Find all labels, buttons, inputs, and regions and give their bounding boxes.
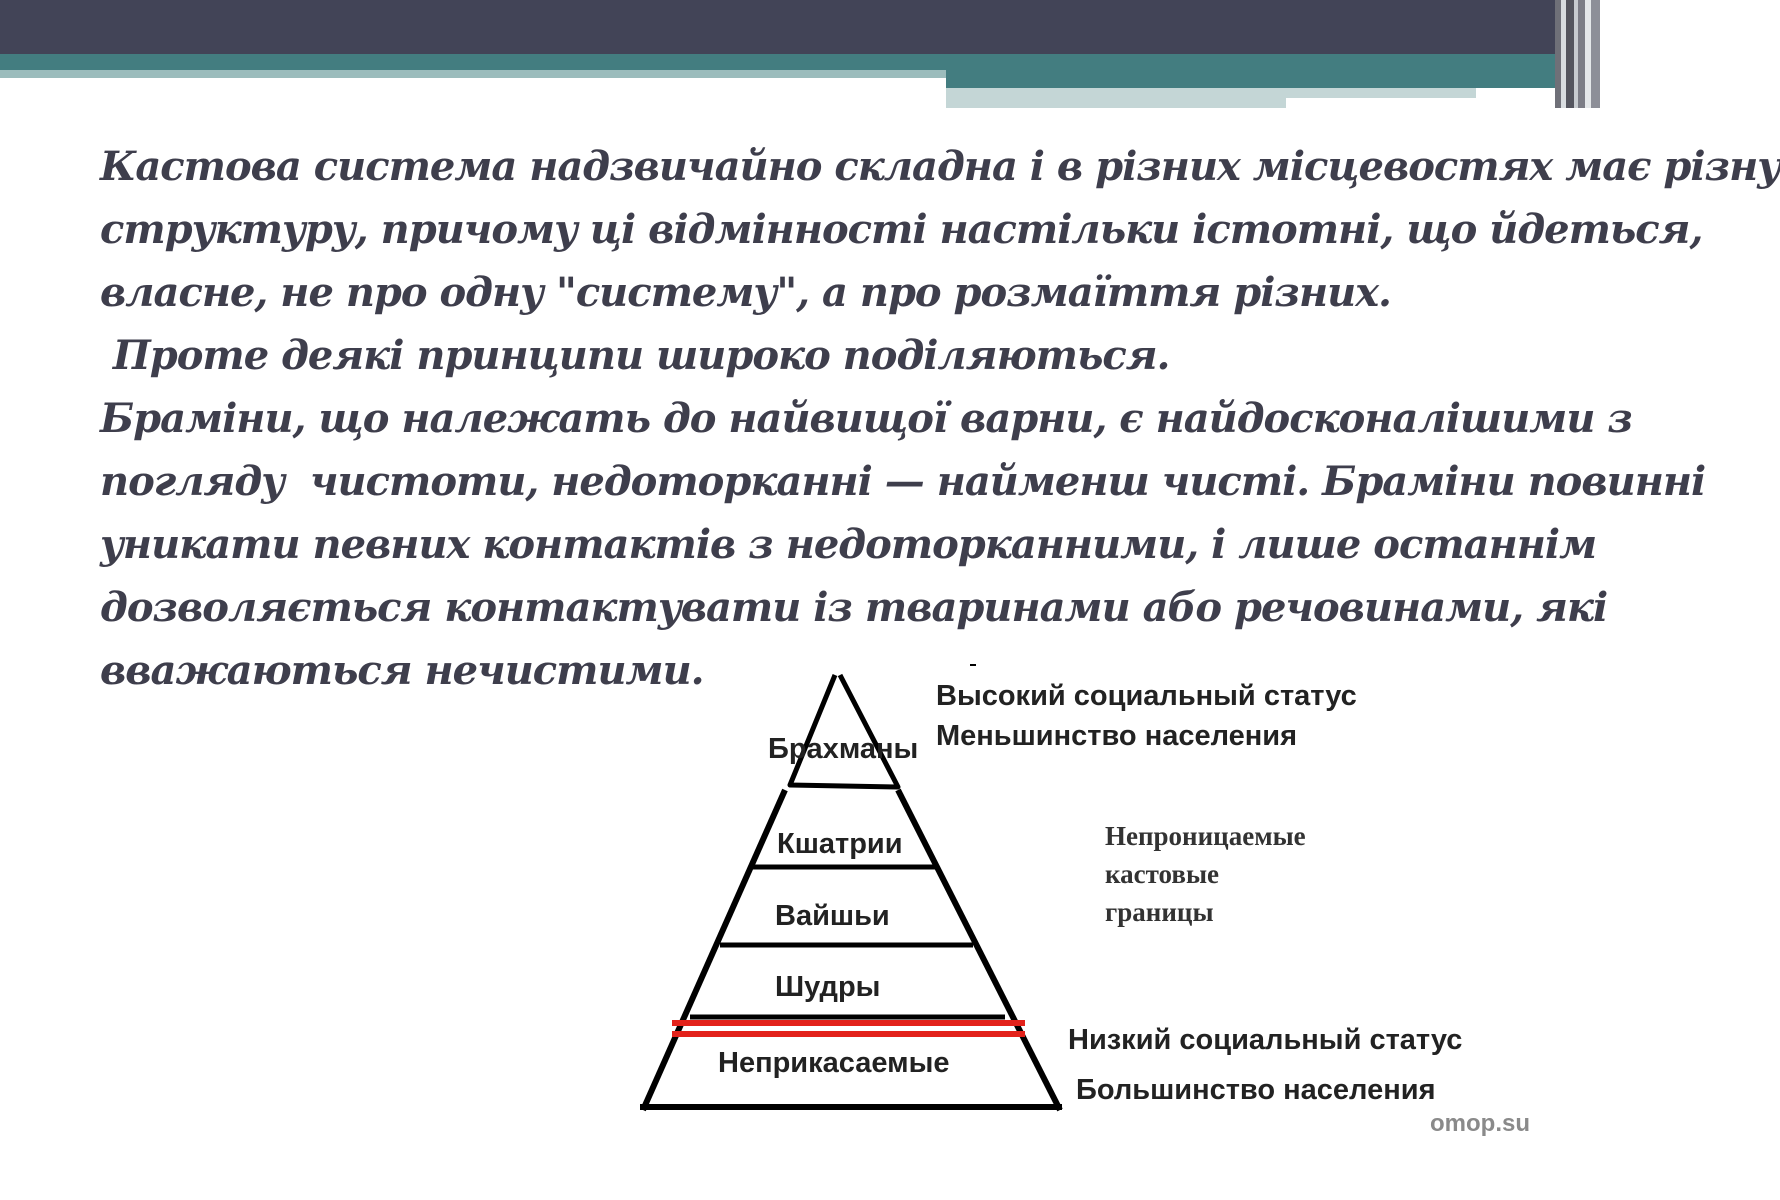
- header-bar-dark: [0, 0, 1555, 54]
- caste-label-untouchables: Неприкасаемые: [718, 1047, 950, 1079]
- middle-note-line: Непроницаемые: [1105, 821, 1306, 851]
- bottom-note-population: Большинство населения: [1076, 1074, 1436, 1106]
- caste-label-shudras: Шудры: [775, 971, 881, 1003]
- caste-pyramid-diagram: [630, 660, 1600, 1200]
- header-bar-teal-right: [946, 70, 1555, 88]
- paragraph-line: погляду чистоти, недоторканні — найменш чисті. Брамiни повинні: [100, 458, 1706, 505]
- top-note-line: Высокий социальный статус: [936, 680, 1357, 712]
- paragraph-line: Брамiни, що належать до найвищої варни, є найдосконалішими з: [100, 395, 1632, 442]
- bottom-note-status: Низкий социальный статус: [1068, 1024, 1463, 1056]
- paragraph-line: вважаються нечистими.: [100, 647, 704, 694]
- header-bar-teal: [0, 54, 1555, 70]
- paragraph-line: власне, не про одну "систему", а про розмаїття різних.: [100, 269, 1391, 316]
- paragraph-line: Проте деякі принципи широко поділяються.: [100, 332, 1170, 379]
- header-band: [946, 88, 1476, 98]
- middle-note-line: кастовые: [1105, 859, 1220, 889]
- caste-label-brahmins: Брахманы: [768, 733, 919, 765]
- middle-note: [1105, 817, 1306, 931]
- caste-label-kshatriyas: Кшатрии: [777, 828, 903, 860]
- paragraph-line: Кастова система надзвичайно складна і в різних місцевостях має різну: [100, 143, 1780, 190]
- header-band-short: [946, 98, 1286, 108]
- source-credit: omop.su: [1430, 1110, 1530, 1137]
- header-vertical-stripes: [1555, 0, 1600, 108]
- top-note-line: Меньшинство населения: [936, 720, 1298, 752]
- middle-note-line: границы: [1105, 897, 1214, 927]
- pyramid-apex: [790, 675, 898, 787]
- paragraph-line: уникати певних контактів з недоторканними, і лише останнім: [100, 521, 1597, 568]
- top-note: [936, 676, 1357, 756]
- paragraph-line: дозволяється контактувати із тваринами або речовинами, які: [100, 584, 1608, 631]
- paragraph-line: структуру, причому ці відмінності настільки істотні, що йдеться,: [100, 206, 1703, 253]
- slide-body-text: [100, 135, 1780, 702]
- caste-label-vaishyas: Вайшьи: [775, 900, 890, 932]
- header-bar-light: [0, 70, 946, 78]
